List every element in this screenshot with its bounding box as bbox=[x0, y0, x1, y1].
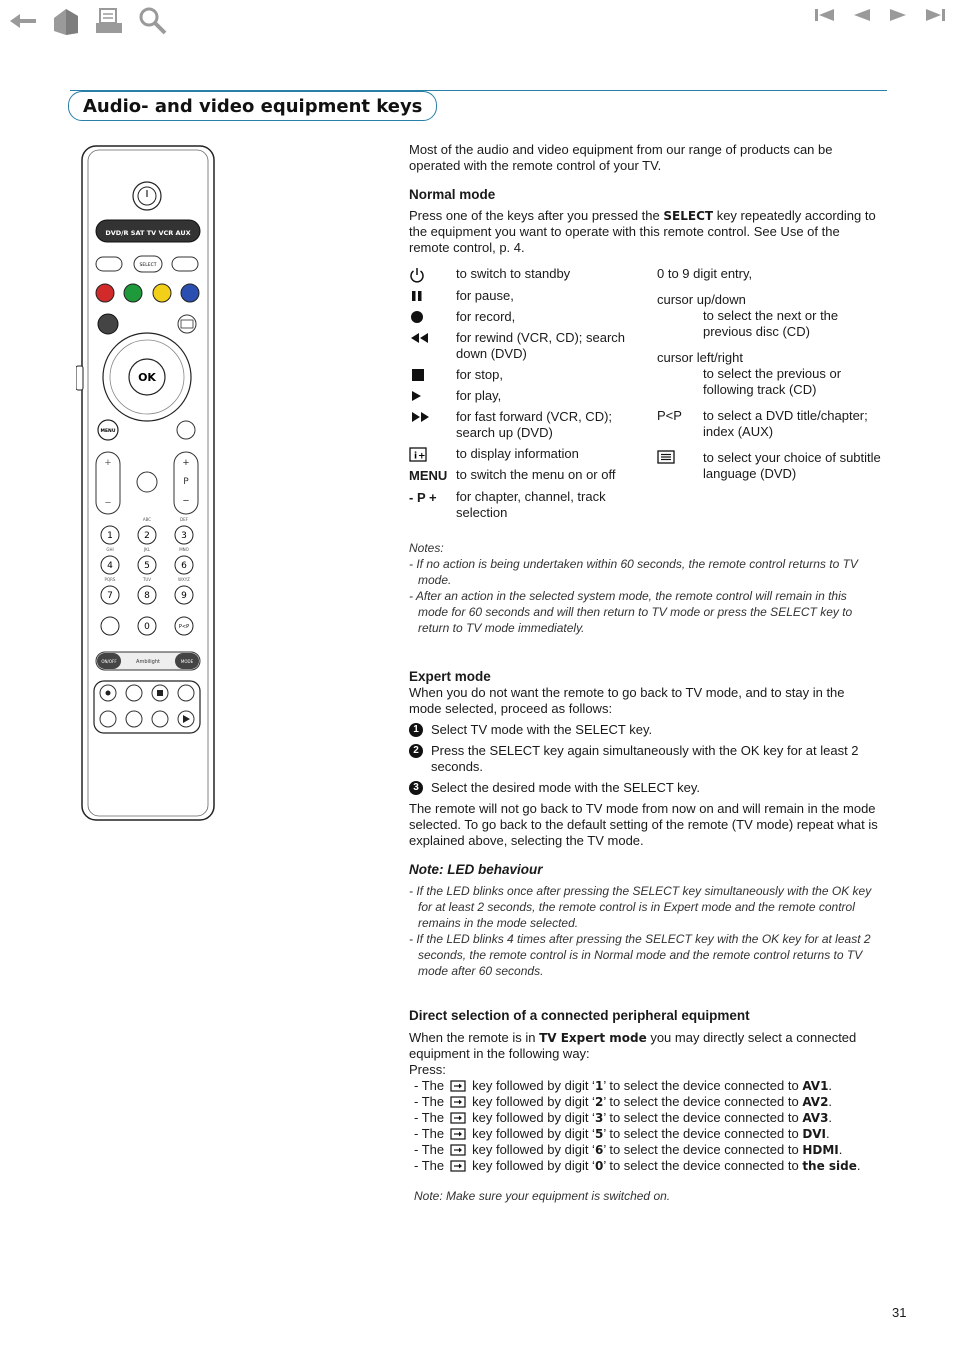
fast-forward-icon bbox=[409, 410, 431, 424]
svg-text:0: 0 bbox=[144, 622, 150, 632]
av-list-item: - The key followed by digit ‘ 6 ’ to select the device connected to HDMI . bbox=[414, 1142, 843, 1157]
remote-ambilight-label: Ambilight bbox=[136, 659, 160, 665]
remote-yellow-key bbox=[153, 284, 171, 302]
svg-text:4: 4 bbox=[107, 561, 113, 571]
key-row: i + to display information bbox=[409, 446, 639, 462]
previous-page-icon[interactable] bbox=[852, 6, 872, 24]
av-input-icon bbox=[450, 1144, 466, 1156]
expert-mode-heading: Expert mode bbox=[409, 669, 491, 684]
svg-text:3: 3 bbox=[181, 531, 187, 541]
remote-blue-key bbox=[181, 284, 199, 302]
svg-text:DEF: DEF bbox=[180, 517, 188, 522]
svg-text:2: 2 bbox=[144, 531, 150, 541]
direct-heading: Direct selection of a connected peripheral equipment bbox=[409, 1008, 750, 1023]
pip-key-label: P<P bbox=[657, 408, 682, 423]
av-input-icon bbox=[450, 1128, 466, 1140]
stop-icon bbox=[409, 368, 425, 382]
remote-green-key bbox=[124, 284, 142, 302]
remote-menu-label: MENU bbox=[100, 429, 116, 434]
back-arrow-icon[interactable] bbox=[8, 9, 38, 33]
normal-mode-heading: Normal mode bbox=[409, 187, 496, 202]
av-input-icon bbox=[450, 1096, 466, 1108]
cursor-left-right: cursor left/right to select the previous or following track (CD) bbox=[657, 350, 842, 397]
svg-text:i: i bbox=[414, 451, 418, 462]
svg-text:−: − bbox=[182, 495, 190, 507]
key-row: for rewind (VCR, CD); search down (DVD) bbox=[409, 330, 639, 362]
key-table-right bbox=[657, 266, 882, 492]
av-input-icon bbox=[450, 1080, 466, 1092]
remote-mode-label: MODE bbox=[180, 659, 194, 664]
remote-source-keys: DVD/R SAT TV VCR AUX bbox=[105, 229, 191, 237]
av-list-item: - The key followed by digit ‘ 3 ’ to select the device connected to AV3 . bbox=[414, 1110, 833, 1125]
nav-right bbox=[814, 6, 946, 24]
cursor-up-down: cursor up/down to select the next or the previous disc (CD) bbox=[657, 292, 839, 339]
subtitle-icon bbox=[657, 450, 675, 464]
subtitle-key: to select your choice of subtitle language (DVD) bbox=[657, 450, 882, 482]
svg-text:WXYZ: WXYZ bbox=[178, 577, 190, 582]
direct-selection-section: Direct selection of a connected peripheral equipment When the remote is in TV Expert mode you may directly select a connected equipment in the following way: Press: - The key followed by digit ‘ 1 ’ to select the device connected to AV1 . - The key followed by digit ‘ 2 ’ to select the device connected to AV2 . - The key followed by digit ‘ 3 ’ to select the device connected to AV3 . - The key followed by digit ‘ 5 ’ to select the device connected to DVI . - The key followed by digit ‘ 6 ’ to select the device connected to HDMI . - The key followed by digit ‘ 0 ’ to select the device connected to the side . Note: Make sure your equipment is switched on. bbox=[409, 1008, 879, 1204]
step-1: 1 Select TV mode with the SELECT key. bbox=[409, 722, 879, 738]
search-icon[interactable] bbox=[138, 6, 168, 36]
key-row: MENU to switch the menu on or off bbox=[409, 467, 616, 483]
svg-text:9: 9 bbox=[181, 591, 187, 601]
svg-text:1: 1 bbox=[107, 531, 113, 541]
direct-note: Note: Make sure your equipment is switched on. bbox=[414, 1189, 671, 1203]
av-input-icon bbox=[450, 1112, 466, 1124]
svg-text:PQRS: PQRS bbox=[104, 577, 116, 582]
svg-text:−: − bbox=[104, 497, 112, 509]
key-row: to switch to standby bbox=[409, 266, 639, 283]
svg-text:MNO: MNO bbox=[179, 547, 189, 552]
rewind-icon bbox=[409, 331, 431, 345]
svg-text:7: 7 bbox=[107, 591, 113, 601]
menu-key-label: MENU bbox=[409, 468, 448, 483]
svg-text:JKL: JKL bbox=[143, 547, 151, 552]
intro-paragraph: Most of the audio and video equipment from our range of products can be operated with the remote control of your TV. bbox=[409, 142, 833, 173]
remote-control-illustration bbox=[76, 144, 246, 824]
step-3: 3 Select the desired mode with the SELECT key. bbox=[409, 780, 879, 796]
av-input-icon bbox=[450, 1160, 466, 1172]
led-section: Note: LED behaviour - If the LED blinks once after pressing the SELECT key simultaneously with the OK key for at least 2 seconds, the remote control is in Expert mode and the remote control remains in the mode selected. - If the LED blinks 4 times after pressing the SELECT key with the OK key for at least 2 seconds, the remote control is in Normal mode and the remote control returns to TV mode after 60 seconds. bbox=[409, 862, 879, 979]
svg-text:8: 8 bbox=[144, 591, 150, 601]
remote-onoff-label: ON/OFF bbox=[101, 659, 117, 664]
led-heading: Note: LED behaviour bbox=[409, 862, 543, 877]
record-icon bbox=[409, 310, 425, 324]
next-page-icon[interactable] bbox=[888, 6, 908, 24]
title-box bbox=[68, 91, 437, 121]
standby-icon bbox=[409, 267, 425, 283]
first-page-icon[interactable] bbox=[814, 6, 836, 24]
remote-p-label: P bbox=[183, 477, 189, 487]
expert-mode-section: Expert mode When you do not want the remote to go back to TV mode, and to stay in the mode selected, proceed as follows: 1 Select TV mode with the SELECT key. 2 Press the SELECT key again simultaneously with the OK key for at least 2 seconds. 3 Select the desired mode with the SELECT key. The remote will not go back to TV mode from now on and will remain in the mode selected. To go back to the default setting of the remote (TV mode) repeat what is explained above, selecting the TV mode. bbox=[409, 669, 878, 848]
key-row: for stop, bbox=[409, 367, 639, 383]
key-row: for record, bbox=[409, 309, 639, 325]
svg-text:5: 5 bbox=[144, 561, 150, 571]
av-list-item: - The key followed by digit ‘ 1 ’ to select the device connected to AV1 . bbox=[414, 1078, 833, 1093]
last-page-icon[interactable] bbox=[924, 6, 946, 24]
page-number: 31 bbox=[892, 1305, 907, 1320]
svg-text:ABC: ABC bbox=[142, 517, 152, 522]
svg-text:TUV: TUV bbox=[142, 577, 152, 582]
page-title: Audio- and video equipment keys bbox=[83, 95, 423, 117]
key-row: - P + for chapter, channel, track selection bbox=[409, 489, 606, 520]
info-icon bbox=[409, 447, 427, 462]
key-table-left bbox=[409, 266, 639, 526]
av-list-item: - The key followed by digit ‘ 5 ’ to select the device connected to DVI . bbox=[414, 1126, 830, 1141]
svg-text:+: + bbox=[418, 451, 426, 462]
svg-text:+: + bbox=[104, 457, 112, 469]
av-list-item: - The key followed by digit ‘ 2 ’ to select the device connected to AV2 . bbox=[414, 1094, 833, 1109]
pip-key: P<P to select a DVD title/chapter; index (AUX) bbox=[657, 408, 868, 439]
program-key-label: - P + bbox=[409, 490, 437, 505]
svg-text:GHI: GHI bbox=[106, 547, 114, 552]
notes-heading: Notes: bbox=[409, 541, 444, 555]
home-icon[interactable] bbox=[52, 6, 80, 36]
normal-mode-section: Normal mode Press one of the keys after you pressed the SELECT key repeatedly according to the equipment you want to operate with this remote control. See Use of the remote control, p. 4. bbox=[409, 187, 879, 256]
nav-left bbox=[8, 6, 168, 36]
remote-select-label: SELECT bbox=[139, 263, 157, 268]
remote-ok-label: OK bbox=[138, 371, 156, 384]
pause-icon bbox=[409, 289, 425, 303]
key-row: for fast forward (VCR, CD); search up (DVD) bbox=[409, 409, 639, 441]
step-2: 2 Press the SELECT key again simultaneously with the OK key for at least 2 seconds. bbox=[409, 743, 879, 775]
svg-text:6: 6 bbox=[181, 561, 187, 571]
print-icon[interactable] bbox=[94, 6, 124, 36]
svg-text:P<P: P<P bbox=[178, 624, 190, 630]
av-list bbox=[409, 1078, 879, 1174]
digits-entry: 0 to 9 digit entry, bbox=[657, 266, 753, 281]
play-icon bbox=[409, 389, 425, 403]
svg-text:+: + bbox=[182, 457, 190, 469]
remote-red-key bbox=[96, 284, 114, 302]
av-list-item: - The key followed by digit ‘ 0 ’ to select the device connected to the side . bbox=[414, 1158, 861, 1173]
key-row: for pause, bbox=[409, 288, 639, 304]
key-row: for play, bbox=[409, 388, 639, 404]
notes-section: Notes: - If no action is being undertaken within 60 seconds, the remote control returns to TV mode. - After an action in the selected system mode, the remote control will remain in this mode for 60 seconds and will then return to TV mode or press the SELECT key to return to TV mode immediately. bbox=[409, 540, 879, 636]
